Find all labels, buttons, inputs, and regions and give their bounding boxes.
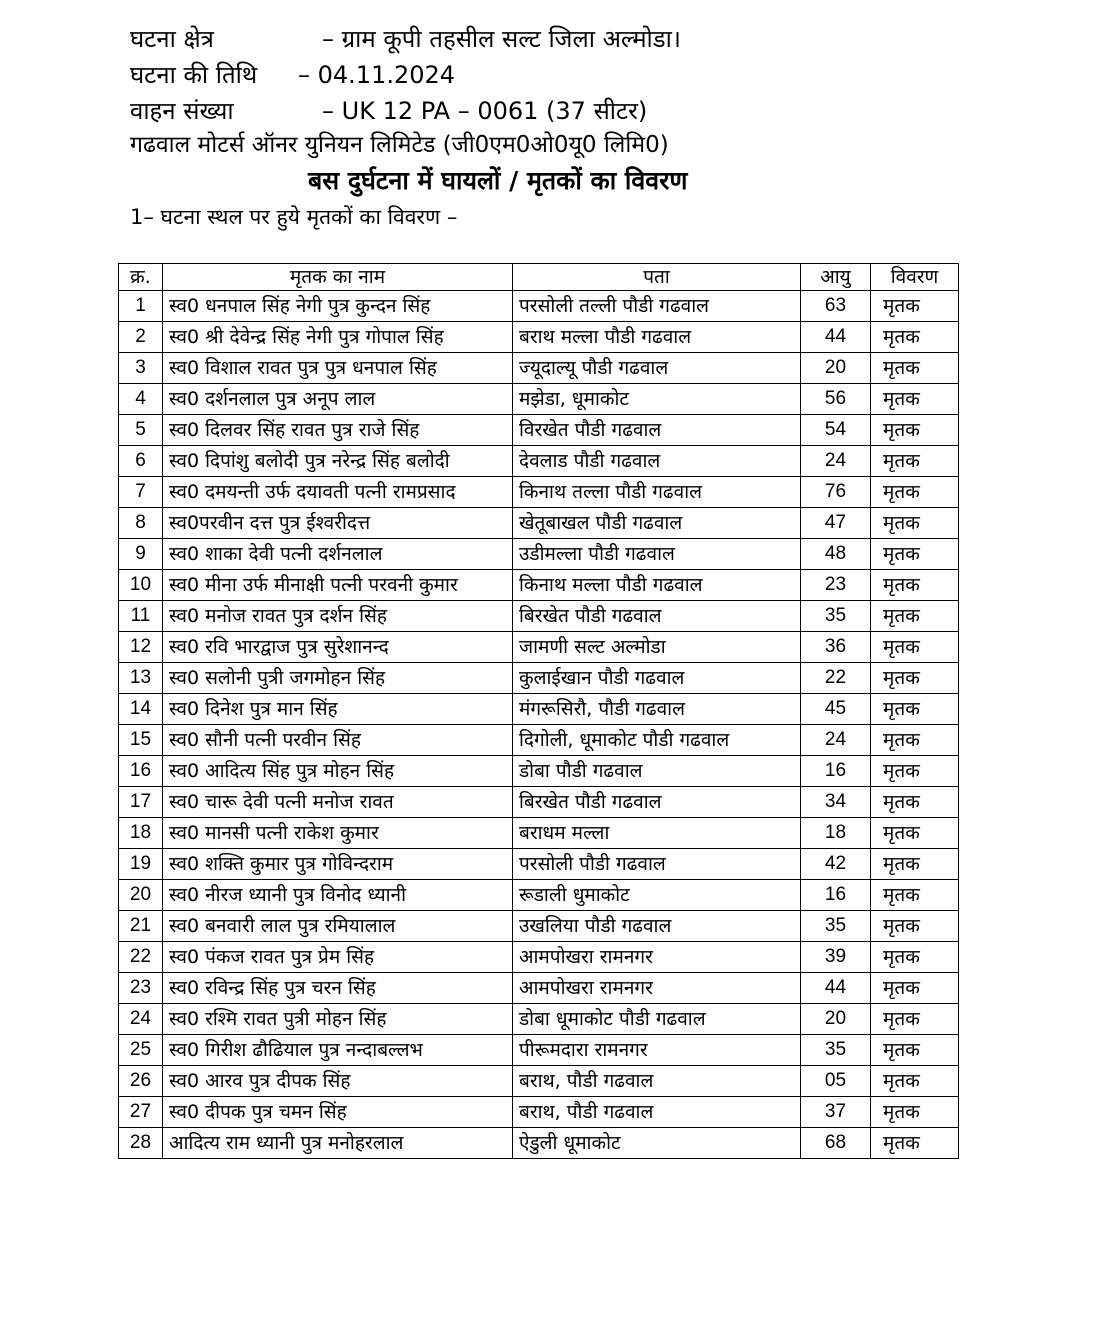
deceased-table xyxy=(118,263,959,1159)
cell-address: किनाथ मल्ला पौडी गढवाल xyxy=(513,570,801,601)
cell-serial: 2 xyxy=(119,322,163,353)
cell-name: स्व0 रविन्द्र सिंह पुत्र चरन सिंह xyxy=(163,973,513,1004)
table-row xyxy=(119,291,959,322)
table-row xyxy=(119,663,959,694)
cell-name: स्व0 श्री देवेन्द्र सिंह नेगी पुत्र गोपाल सिंह xyxy=(163,322,513,353)
table-header-row xyxy=(119,264,959,291)
col-header-age: आयु xyxy=(801,264,871,291)
table-row xyxy=(119,539,959,570)
incident-date-value: – 04.11.2024 xyxy=(298,61,456,89)
cell-address: उखलिया पौडी गढवाल xyxy=(513,911,801,942)
cell-age: 68 xyxy=(801,1128,871,1159)
cell-serial: 1 xyxy=(119,291,163,322)
incident-location-label: घटना क्षेत्र xyxy=(130,25,214,53)
cell-address: पीरूमदारा रामनगर xyxy=(513,1035,801,1066)
cell-serial: 24 xyxy=(119,1004,163,1035)
cell-details: मृतक xyxy=(871,384,959,415)
cell-details: मृतक xyxy=(871,911,959,942)
cell-address: कुलाईखान पौडी गढवाल xyxy=(513,663,801,694)
cell-details: मृतक xyxy=(871,446,959,477)
cell-name: स्व0 आदित्य सिंह पुत्र मोहन सिंह xyxy=(163,756,513,787)
col-header-address: पता xyxy=(513,264,801,291)
cell-address: बिरखेत पौडी गढवाल xyxy=(513,787,801,818)
cell-age: 45 xyxy=(801,694,871,725)
table-row xyxy=(119,973,959,1004)
cell-age: 20 xyxy=(801,353,871,384)
cell-serial: 25 xyxy=(119,1035,163,1066)
cell-name: स्व0 शाका देवी पत्नी दर्शनलाल xyxy=(163,539,513,570)
cell-name: स्व0 मीना उर्फ मीनाक्षी पत्नी परवनी कुमार xyxy=(163,570,513,601)
cell-serial: 11 xyxy=(119,601,163,632)
cell-age: 63 xyxy=(801,291,871,322)
cell-details: मृतक xyxy=(871,725,959,756)
cell-name: स्व0 नीरज ध्यानी पुत्र विनोद ध्यानी xyxy=(163,880,513,911)
cell-name: स्व0 रवि भारद्वाज पुत्र सुरेशानन्द xyxy=(163,632,513,663)
cell-age: 48 xyxy=(801,539,871,570)
cell-address: मझेडा, धूमाकोट xyxy=(513,384,801,415)
cell-details: मृतक xyxy=(871,818,959,849)
cell-name: स्व0 दमयन्ती उर्फ दयावती पत्नी रामप्रसाद xyxy=(163,477,513,508)
cell-details: मृतक xyxy=(871,1035,959,1066)
cell-age: 16 xyxy=(801,756,871,787)
cell-age: 37 xyxy=(801,1097,871,1128)
table-row xyxy=(119,849,959,880)
cell-name: स्व0 बनवारी लाल पुत्र रमियालाल xyxy=(163,911,513,942)
table-row xyxy=(119,911,959,942)
vehicle-number-value: – UK 12 PA – 0061 (37 सीटर) xyxy=(322,97,648,125)
cell-address: देवलाड पौडी गढवाल xyxy=(513,446,801,477)
table-row xyxy=(119,1004,959,1035)
table-row xyxy=(119,415,959,446)
cell-details: मृतक xyxy=(871,539,959,570)
cell-details: मृतक xyxy=(871,1004,959,1035)
cell-serial: 26 xyxy=(119,1066,163,1097)
table-row xyxy=(119,1066,959,1097)
cell-age: 20 xyxy=(801,1004,871,1035)
cell-address: उडीमल्ला पौडी गढवाल xyxy=(513,539,801,570)
cell-serial: 12 xyxy=(119,632,163,663)
cell-age: 23 xyxy=(801,570,871,601)
cell-age: 35 xyxy=(801,1035,871,1066)
col-header-serial: क्र. xyxy=(119,264,163,291)
table-row xyxy=(119,880,959,911)
cell-serial: 15 xyxy=(119,725,163,756)
cell-serial: 19 xyxy=(119,849,163,880)
cell-age: 47 xyxy=(801,508,871,539)
cell-details: मृतक xyxy=(871,880,959,911)
cell-address: बराधम मल्ला xyxy=(513,818,801,849)
cell-details: मृतक xyxy=(871,291,959,322)
cell-age: 35 xyxy=(801,601,871,632)
cell-address: ऐडुली धूमाकोट xyxy=(513,1128,801,1159)
cell-address: आमपोखरा रामनगर xyxy=(513,942,801,973)
incident-date-line xyxy=(130,60,456,90)
cell-details: मृतक xyxy=(871,694,959,725)
cell-age: 44 xyxy=(801,973,871,1004)
cell-age: 44 xyxy=(801,322,871,353)
cell-details: मृतक xyxy=(871,756,959,787)
cell-serial: 14 xyxy=(119,694,163,725)
table-row xyxy=(119,446,959,477)
cell-age: 22 xyxy=(801,663,871,694)
table-row xyxy=(119,1035,959,1066)
cell-serial: 6 xyxy=(119,446,163,477)
cell-serial: 13 xyxy=(119,663,163,694)
table-row xyxy=(119,322,959,353)
cell-name: आदित्य राम ध्यानी पुत्र मनोहरलाल xyxy=(163,1128,513,1159)
table-row xyxy=(119,1128,959,1159)
cell-details: मृतक xyxy=(871,570,959,601)
cell-name: स्व0 दर्शनलाल पुत्र अनूप लाल xyxy=(163,384,513,415)
cell-details: मृतक xyxy=(871,1097,959,1128)
table-body xyxy=(119,291,959,1159)
table-row xyxy=(119,818,959,849)
col-header-details: विवरण xyxy=(871,264,959,291)
cell-name: स्व0 शक्ति कुमार पुत्र गोविन्दराम xyxy=(163,849,513,880)
cell-details: मृतक xyxy=(871,942,959,973)
cell-details: मृतक xyxy=(871,415,959,446)
cell-address: ज्यूदाल्यू पौडी गढवाल xyxy=(513,353,801,384)
cell-address: डोबा पौडी गढवाल xyxy=(513,756,801,787)
cell-name: स्व0 आरव पुत्र दीपक सिंह xyxy=(163,1066,513,1097)
cell-age: 05 xyxy=(801,1066,871,1097)
cell-name: स्व0 सौनी पत्नी परवीन सिंह xyxy=(163,725,513,756)
cell-address: बराथ मल्ला पौडी गढवाल xyxy=(513,322,801,353)
cell-address: खेतूबाखल पौडी गढवाल xyxy=(513,508,801,539)
cell-name: स्व0 पंकज रावत पुत्र प्रेम सिंह xyxy=(163,942,513,973)
cell-age: 24 xyxy=(801,725,871,756)
table-row xyxy=(119,787,959,818)
cell-address: दिगोली, धूमाकोट पौडी गढवाल xyxy=(513,725,801,756)
cell-address: रूडाली धुमाकोट xyxy=(513,880,801,911)
cell-serial: 5 xyxy=(119,415,163,446)
cell-details: मृतक xyxy=(871,1066,959,1097)
company-name: गढवाल मोटर्स ऑनर युनियन लिमिटेड (जी0एम0ओ0यू0 लिमि0) xyxy=(130,132,669,158)
table-row xyxy=(119,477,959,508)
section-subtitle: 1– घटना स्थल पर हुये मृतकों का विवरण – xyxy=(130,205,458,229)
cell-serial: 27 xyxy=(119,1097,163,1128)
cell-serial: 23 xyxy=(119,973,163,1004)
cell-age: 18 xyxy=(801,818,871,849)
cell-age: 42 xyxy=(801,849,871,880)
cell-age: 36 xyxy=(801,632,871,663)
table-row xyxy=(119,601,959,632)
cell-details: मृतक xyxy=(871,477,959,508)
table-row xyxy=(119,632,959,663)
cell-details: मृतक xyxy=(871,322,959,353)
cell-age: 34 xyxy=(801,787,871,818)
cell-age: 56 xyxy=(801,384,871,415)
vehicle-number-label: वाहन संख्या xyxy=(130,97,234,125)
cell-details: मृतक xyxy=(871,632,959,663)
cell-details: मृतक xyxy=(871,787,959,818)
cell-details: मृतक xyxy=(871,508,959,539)
cell-address: जामणी सल्ट अल्मोडा xyxy=(513,632,801,663)
cell-address: किनाथ तल्ला पौडी गढवाल xyxy=(513,477,801,508)
cell-age: 35 xyxy=(801,911,871,942)
cell-age: 54 xyxy=(801,415,871,446)
cell-details: मृतक xyxy=(871,663,959,694)
document-title: बस दुर्घटना में घायलों / मृतकों का विवरण xyxy=(308,166,688,195)
cell-serial: 10 xyxy=(119,570,163,601)
cell-age: 76 xyxy=(801,477,871,508)
cell-name: स्व0 चारू देवी पत्नी मनोज रावत xyxy=(163,787,513,818)
cell-name: स्व0 सलोनी पुत्री जगमोहन सिंह xyxy=(163,663,513,694)
cell-name: स्व0 धनपाल सिंह नेगी पुत्र कुन्दन सिंह xyxy=(163,291,513,322)
cell-details: मृतक xyxy=(871,973,959,1004)
cell-serial: 18 xyxy=(119,818,163,849)
cell-serial: 20 xyxy=(119,880,163,911)
cell-address: बिरखेत पौडी गढवाल xyxy=(513,601,801,632)
cell-address: मंगरूसिरौ, पौडी गढवाल xyxy=(513,694,801,725)
table-row xyxy=(119,1097,959,1128)
cell-details: मृतक xyxy=(871,353,959,384)
cell-address: आमपोखरा रामनगर xyxy=(513,973,801,1004)
vehicle-number-line xyxy=(130,96,648,126)
table-row xyxy=(119,694,959,725)
cell-serial: 16 xyxy=(119,756,163,787)
cell-serial: 21 xyxy=(119,911,163,942)
cell-serial: 9 xyxy=(119,539,163,570)
cell-name: स्व0 मनोज रावत पुत्र दर्शन सिंह xyxy=(163,601,513,632)
cell-details: मृतक xyxy=(871,849,959,880)
table-row xyxy=(119,756,959,787)
cell-details: मृतक xyxy=(871,1128,959,1159)
cell-details: मृतक xyxy=(871,601,959,632)
cell-name: स्व0 दिपांशु बलोदी पुत्र नरेन्द्र सिंह बलोदी xyxy=(163,446,513,477)
cell-serial: 4 xyxy=(119,384,163,415)
cell-address: विरखेत पौडी गढवाल xyxy=(513,415,801,446)
cell-address: बराथ, पौडी गढवाल xyxy=(513,1066,801,1097)
cell-serial: 28 xyxy=(119,1128,163,1159)
table-row xyxy=(119,508,959,539)
cell-address: बराथ, पौडी गढवाल xyxy=(513,1097,801,1128)
cell-age: 39 xyxy=(801,942,871,973)
table-row xyxy=(119,725,959,756)
cell-name: स्व0 गिरीश ढौढियाल पुत्र नन्दाबल्लभ xyxy=(163,1035,513,1066)
cell-name: स्व0 दिलवर सिंह रावत पुत्र राजे सिंह xyxy=(163,415,513,446)
cell-address: डोबा धूमाकोट पौडी गढवाल xyxy=(513,1004,801,1035)
cell-serial: 17 xyxy=(119,787,163,818)
incident-date-label: घटना की तिथि xyxy=(130,61,258,89)
cell-serial: 7 xyxy=(119,477,163,508)
incident-location-line xyxy=(130,24,681,54)
col-header-name: मृतक का नाम xyxy=(163,264,513,291)
cell-name: स्व0 रश्मि रावत पुत्री मोहन सिंह xyxy=(163,1004,513,1035)
cell-name: स्व0 दिनेश पुत्र मान सिंह xyxy=(163,694,513,725)
cell-age: 16 xyxy=(801,880,871,911)
table-row xyxy=(119,942,959,973)
incident-location-value: – ग्राम कूपी तहसील सल्ट जिला अल्मोडा। xyxy=(322,25,681,53)
cell-name: स्व0परवीन दत्त पुत्र ईश्वरीदत्त xyxy=(163,508,513,539)
cell-serial: 3 xyxy=(119,353,163,384)
cell-serial: 8 xyxy=(119,508,163,539)
table-row xyxy=(119,570,959,601)
cell-age: 24 xyxy=(801,446,871,477)
table-row xyxy=(119,384,959,415)
cell-name: स्व0 विशाल रावत पुत्र पुत्र धनपाल सिंह xyxy=(163,353,513,384)
cell-address: परसोली तल्ली पौडी गढवाल xyxy=(513,291,801,322)
cell-serial: 22 xyxy=(119,942,163,973)
cell-name: स्व0 दीपक पुत्र चमन सिंह xyxy=(163,1097,513,1128)
cell-address: परसोली पौडी गढवाल xyxy=(513,849,801,880)
table-row xyxy=(119,353,959,384)
cell-name: स्व0 मानसी पत्नी राकेश कुमार xyxy=(163,818,513,849)
